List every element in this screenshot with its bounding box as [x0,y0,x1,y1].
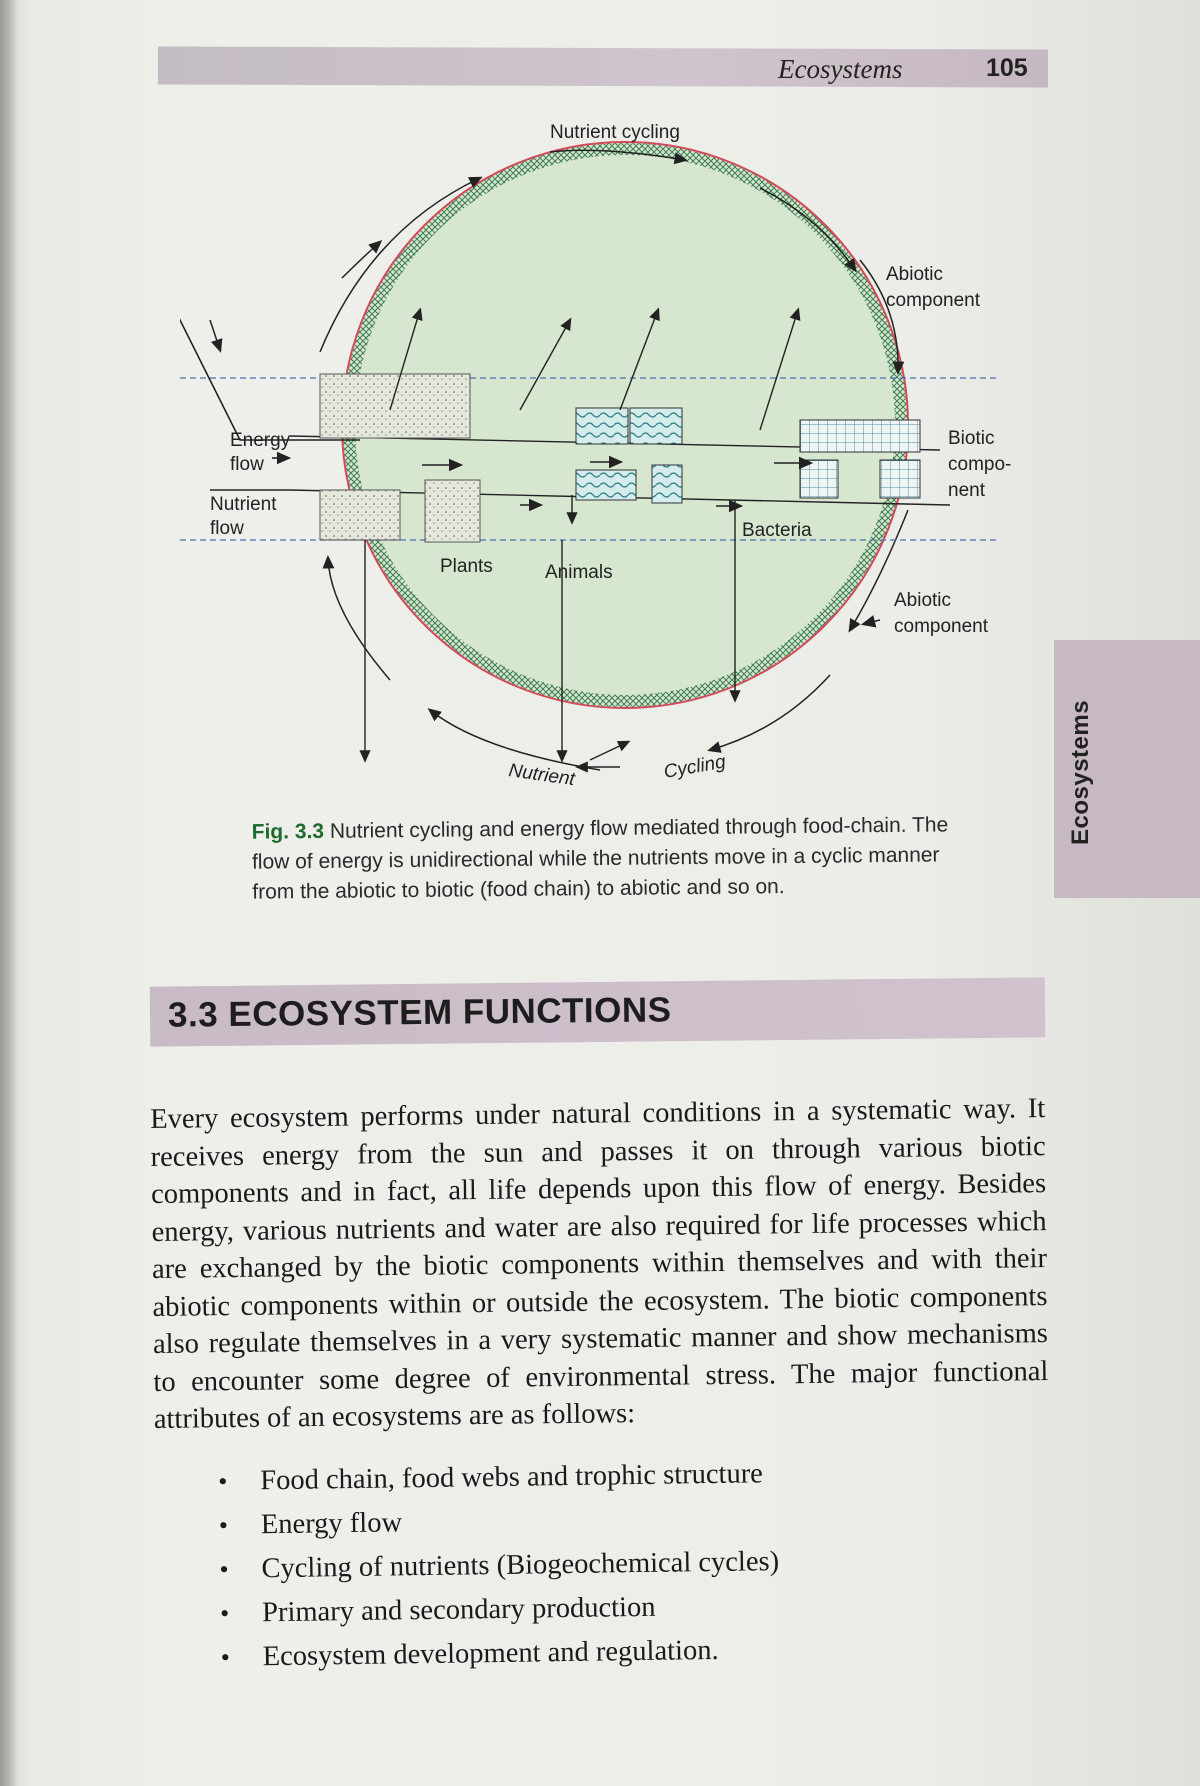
abiotic-input-arrow-left [210,320,220,350]
biotic-block-2 [800,460,838,498]
bullet-icon: • [220,1642,231,1672]
side-tab-label: Ecosystems [1067,699,1094,845]
label-plants: Plants [440,556,493,577]
biotic-block-1 [800,420,920,452]
label-abiotic-bottom-2: component [894,616,989,637]
list-item-text: Ecosystem development and regulation. [262,1634,719,1673]
bullet-icon: • [219,1554,229,1584]
abiotic-inflow-arrow [864,620,880,624]
figure-caption [252,810,953,907]
label-abiotic-top-2: component [886,290,981,311]
cycling-bottom-arrow [590,742,628,760]
header-band [158,46,1048,87]
label-biotic-1: Biotic [948,428,995,449]
label-nutrient-flow-1: Nutrient [210,494,277,515]
bullet-icon: • [218,1466,228,1496]
label-cycling-bottom: Cycling [662,751,728,783]
label-nutrient-cycling: Nutrient cycling [550,122,680,143]
biotic-block-3 [880,460,920,498]
list-item [212,1625,973,1680]
page-number: 105 [986,54,1028,82]
plants-block-bottom [320,490,400,540]
bullet-icon: • [218,1510,229,1540]
list-item-text: Energy flow [260,1507,403,1541]
nutrient-cycling-diagram [180,110,1020,800]
list-item-text: Food chain, food webs and trophic structure [260,1458,764,1497]
label-abiotic-bottom-1: Abiotic [894,590,952,611]
animals-block-2 [630,408,682,444]
cycle-arrow-left [328,558,390,680]
label-animals: Animals [545,562,613,583]
label-nutrient-flow-2: flow [210,518,244,539]
running-title: Ecosystems [778,54,903,84]
list-item-text: Primary and secondary production [261,1591,656,1629]
figure-caption-text: Nutrient cycling and energy flow mediated through food-chain. The flow of energy is unidirectional while the nutrients move in a cyclic manner from the abiotic to biotic (food chain) to abiotic and so on. [251,813,949,904]
function-list [210,1449,973,1680]
label-energy-flow-1: Energy [230,430,291,451]
section-heading: 3.3 ECOSYSTEM FUNCTIONS [167,990,672,1035]
label-energy-flow-2: flow [230,454,264,475]
animals-block-3 [576,470,636,500]
plants-block-top [320,374,470,438]
label-nutrient-bottom: Nutrient [507,760,577,791]
label-biotic-3: nent [948,480,985,501]
label-abiotic-top-1: Abiotic [886,264,944,285]
plants-block-bottom-2 [425,480,480,542]
label-bacteria: Bacteria [742,520,812,541]
animals-block-4 [652,465,682,503]
label-biotic-2: compo- [948,454,1012,475]
list-item-text: Cycling of nutrients (Biogeochemical cycles) [261,1546,780,1585]
figure-caption-label: Fig. 3.3 [251,819,325,844]
bullet-icon: • [219,1598,230,1628]
section-paragraph: Every ecosystem performs under natural conditions in a systematic way. It receives energy from the sun and passes it on through various biotic components and in fact, all life depends upon this flow of energy. Besides energy, various nutrients and water are also required for life processes which are exchanged by the biotic components within themselves and with their abiotic components within or outside the ecosystem. The biotic components also regulate themselves in a very systematic manner and show mechanisms to encounter some degree of environmental stress. The major functional attributes of an ecosystems are as follows: [150,1092,1049,1435]
spine-shadow [0,0,18,1786]
animals-block-1 [576,408,628,444]
